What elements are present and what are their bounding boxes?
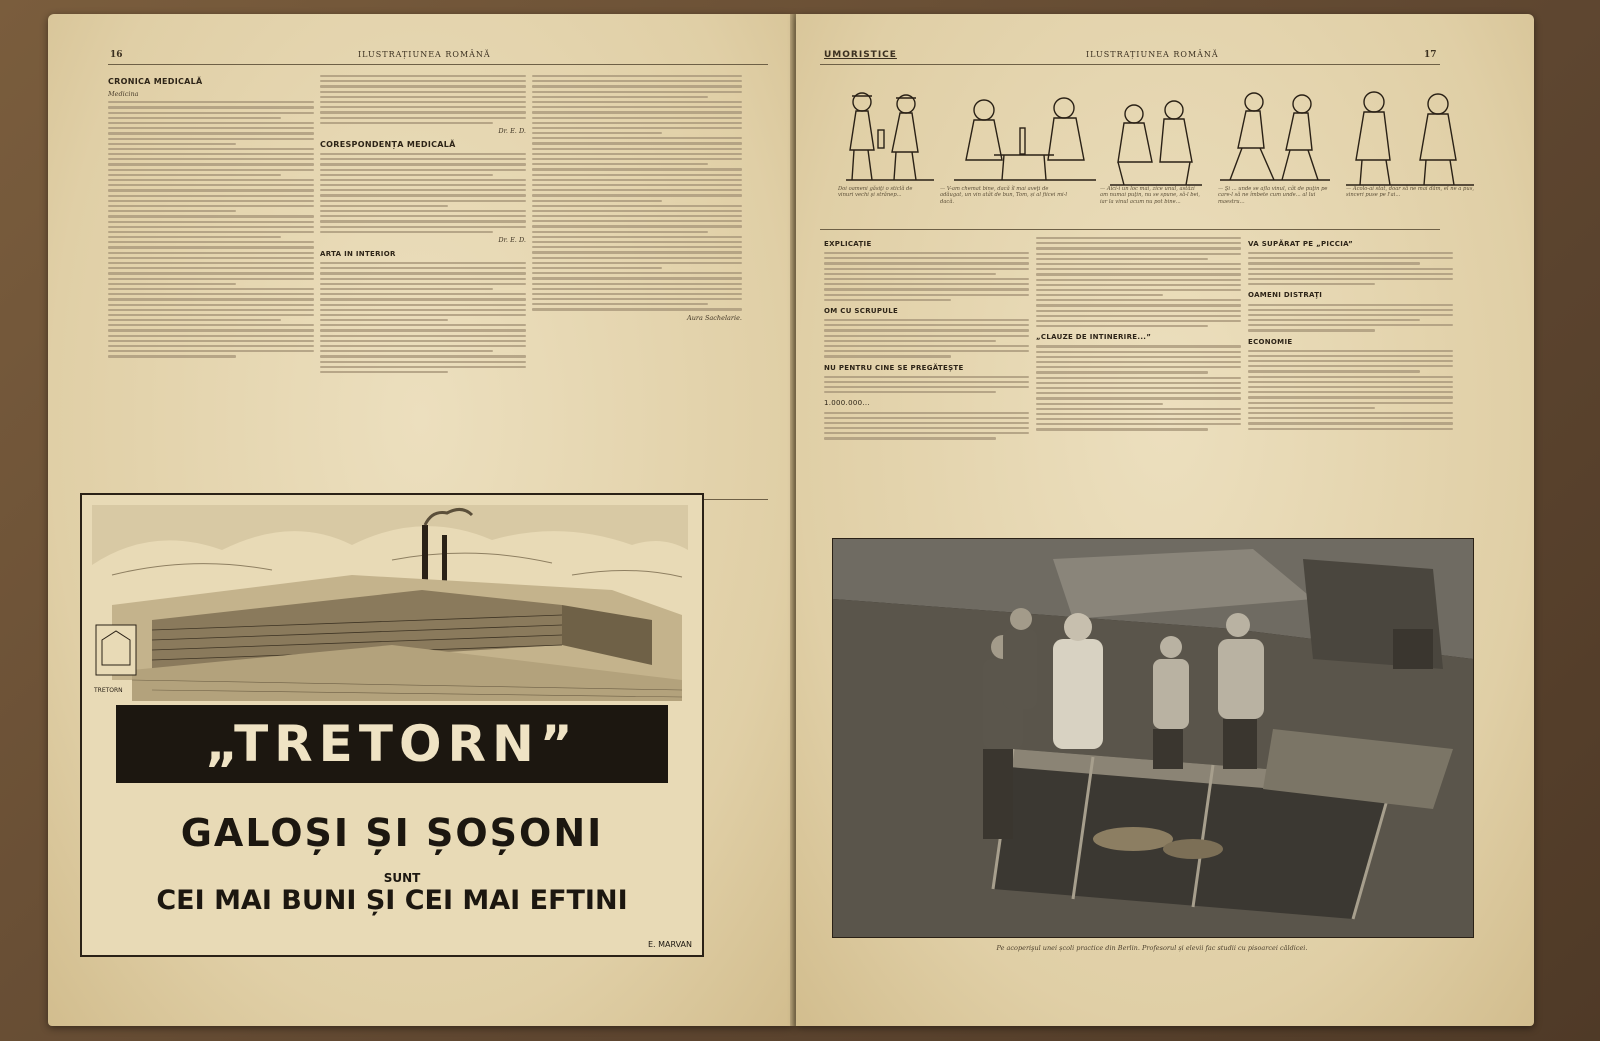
header-rule: [820, 64, 1440, 65]
cartoon-caption: — V-am chemat bine, dacă îl mai aveţi de adăugat, un vin atât de bun, Tom, și al fiicei mi-l dacă.: [940, 186, 1068, 205]
section-label: UMORISTICE: [824, 50, 897, 60]
section-heading: „CLAUZE DE INTINERIRE...”: [1036, 333, 1152, 342]
body-text: [320, 153, 526, 233]
column-3: [1248, 234, 1453, 539]
body-text: [320, 75, 526, 124]
section-heading: ARTA IN INTERIOR: [320, 249, 396, 258]
body-text: [320, 262, 526, 373]
left-running-head: ILUSTRAȚIUNEA ROMÂNĂ: [358, 50, 491, 59]
column-2: [320, 72, 526, 492]
ad-tagline: CEI MAI BUNI ȘI CEI MAI EFTINI: [156, 885, 628, 916]
brand-banner: [116, 705, 668, 783]
brand-name: „TRETORN”: [205, 715, 579, 773]
factory-illustration: [92, 505, 688, 701]
body-text: [532, 75, 742, 311]
cartoon-rule: [820, 229, 1440, 230]
section-heading: OAMENI DISTRAŢI: [1248, 291, 1323, 300]
section-heading: NU PENTRU CINE SE PREGĂTEȘTE: [824, 363, 964, 372]
ad-connector: SUNT: [383, 871, 421, 885]
header-rule: [108, 64, 768, 65]
cartoon-caption: — Acolo-ai stat, doar să ne mai dăm, el ne a pus, sinceri puse pe l'ai...: [1346, 186, 1475, 199]
section-heading: CRONICA MEDICALĂ: [108, 77, 203, 86]
photo-caption: Pe acoperişul unei școli practice din Berlin. Profesorul și elevii fac studii cu pisoarcei căldicei.: [996, 944, 1308, 952]
cartoon-caption: — Şi ... unde se afla vinul, cât de puţin pe care-l să ne îmbete cum unde... al lui maestru...: [1218, 186, 1328, 205]
column-2: [1036, 234, 1241, 539]
signature: Aura Sachelarie.: [687, 313, 742, 322]
ad-headline: GALOȘI ȘI ȘOȘONI: [180, 811, 604, 855]
right-running-head: ILUSTRAȚIUNEA ROMÂNĂ: [1086, 50, 1219, 59]
section-subheading: Medicina: [108, 90, 139, 99]
rooftop-photograph: [832, 538, 1474, 938]
column-1: [824, 234, 1029, 539]
left-page-number: 16: [110, 50, 123, 60]
section-heading: ECONOMIE: [1248, 337, 1293, 346]
signature: Dr. E. D.: [498, 126, 526, 135]
column-3: [532, 72, 742, 492]
body-text: [108, 101, 314, 357]
section-heading: OM CU SCRUPULE: [824, 306, 899, 315]
artist-signature: E. MARVAN: [647, 940, 692, 949]
column-1: [108, 72, 314, 492]
cartoon-caption: — Aici-i un loc mai, zice unul, astăzi am numai puţin, nu se spune, să-l bei, iar la vinul acum nu pot bine...: [1100, 186, 1200, 205]
tretorn-advertisement: [80, 493, 704, 957]
signature: Dr. E. D.: [498, 235, 526, 244]
right-page-number: 17: [1424, 50, 1437, 60]
cartoon-caption: Doi oameni găsiţi o sticlă de vinuri vechi şi strănep...: [838, 186, 913, 199]
section-heading: 1.000.000...: [824, 399, 870, 408]
section-heading: VA SUPĂRAT PE „PICCIA”: [1248, 240, 1354, 248]
section-heading: EXPLICAȚIE: [824, 240, 872, 248]
section-heading: CORESPONDENȚA MEDICALĂ: [320, 139, 456, 149]
plate-label: TRETORN: [94, 687, 123, 694]
